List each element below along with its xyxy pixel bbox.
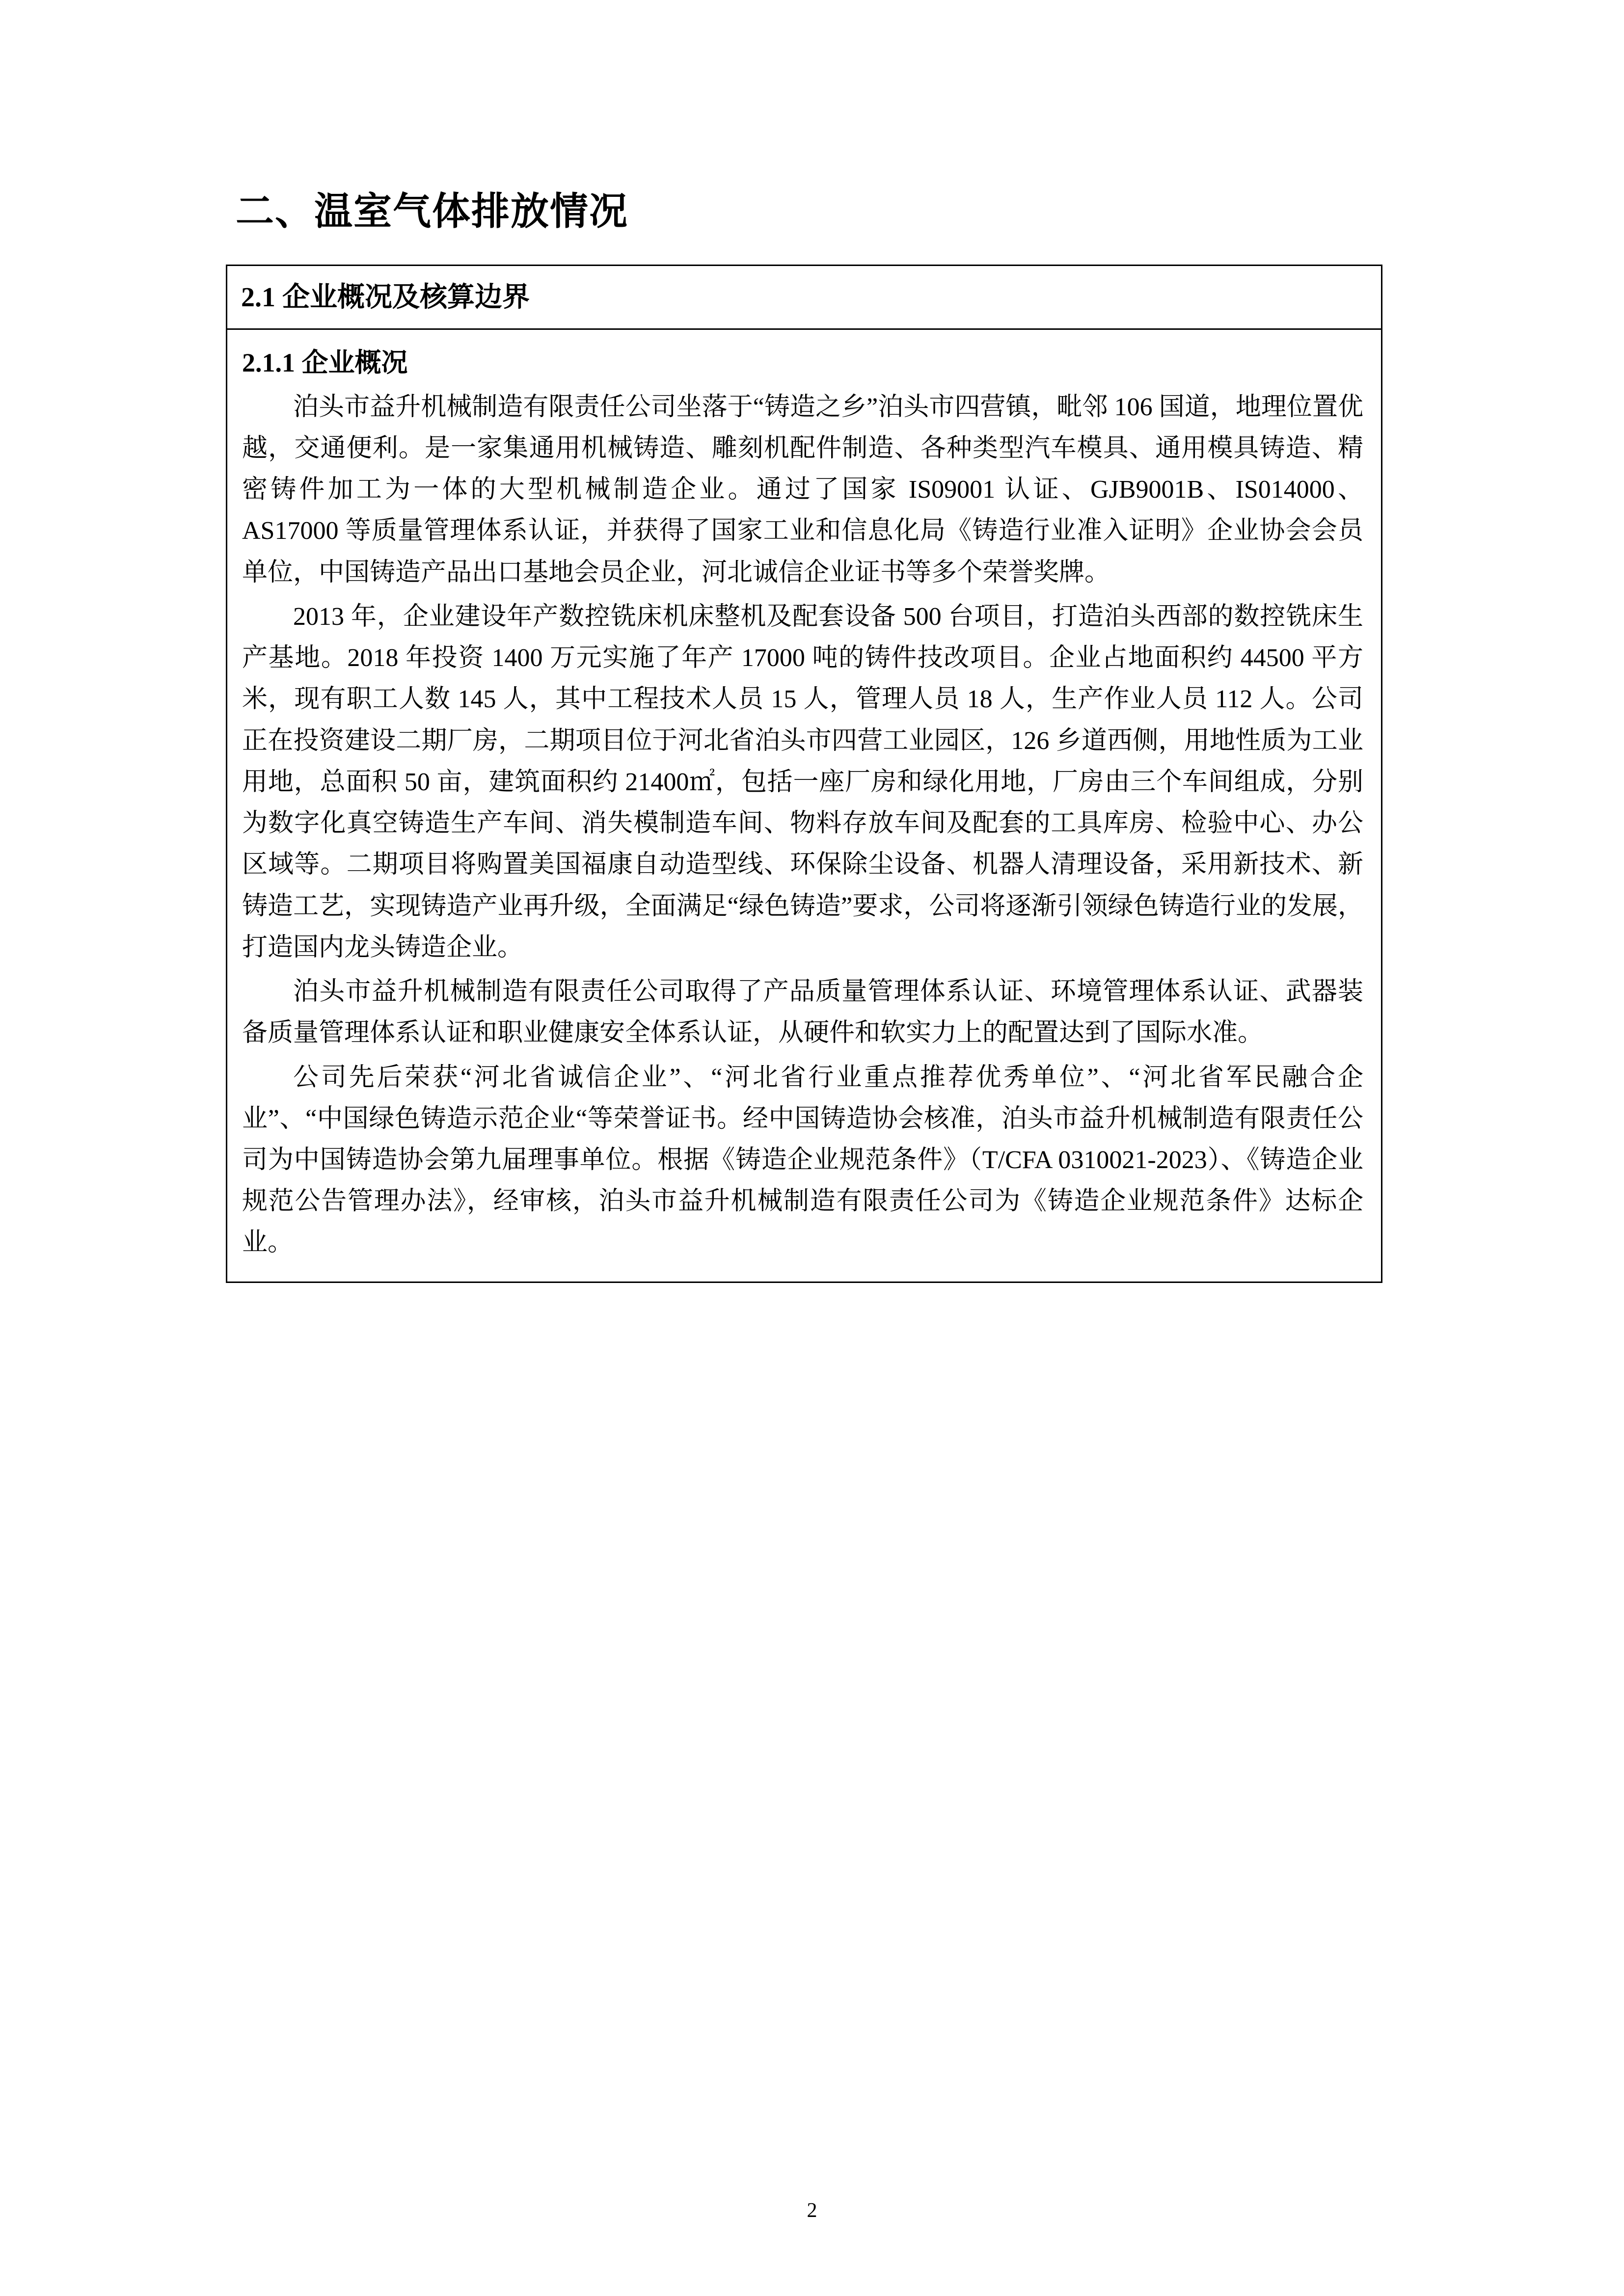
- section-box: [226, 265, 1382, 1282]
- chapter-title: 二、温室气体排放情况: [236, 190, 629, 233]
- page-number: 2: [807, 2199, 817, 2222]
- paragraph-project-history: 2013 年，企业建设年产数控铣床机床整机及配套设备 500 台项目，打造泊头西部的数控铣床生产基地。2018 年投资 1400 万元实施了年产 17000 吨的铸件技改项目。企业占地面积约 44500 平方米，现有职工人数 145 人，其中工程技术人员 15 人，管理人员 18 人，生产作业人员 112 人。公司正在投资建设二期厂房，二期项目位于河北省泊头市四营工业园区，126 乡道西侧，用地性质为工业用地，总面积 50 亩，建筑面积约 21400㎡，包括一座厂房和绿化用地，厂房由三个车间组成，分别为数字化真空铸造生产车间、消失模制造车间、物料存放车间及配套的工具库房、检验中心、办公区域等。二期项目将购置美国福康自动造型线、环保除尘设备、机器人清理设备，采用新技术、新铸造工艺，实现铸造产业再升级，全面满足“绿色铸造”要求，公司将逐渐引领绿色铸造行业的发展，打造国内龙头铸造企业。: [242, 602, 1363, 961]
- section-heading: 2.1 企业概况及核算边界: [227, 266, 1381, 330]
- paragraph-company-overview: 泊头市益升机械制造有限责任公司坐落于“铸造之乡”泊头市四营镇，毗邻 106 国道，地理位置优越，交通便利。是一家集通用机械铸造、雕刻机配件制造、各种类型汽车模具、通用模具铸造、精密铸件加工为一体的大型机械制造企业。通过了国家 IS09001 认证、GJB9001B、IS014000、AS17000 等质量管理体系认证，并获得了国家工业和信息化局《铸造行业准入证明》企业协会会员单位，中国铸造产品出口基地会员企业，河北诚信企业证书等多个荣誉奖牌。: [242, 393, 1363, 587]
- paragraph-honors: 公司先后荣获“河北省诚信企业”、“河北省行业重点推荐优秀单位”、“河北省军民融合企业”、“中国绿色铸造示范企业“等荣誉证书。经中国铸造协会核准，泊头市益升机械制造有限责任公司为中国铸造协会第九届理事单位。根据《铸造企业规范条件》（T/CFA 0310021-2023）、《铸造企业规范公告管理办法》，经审核，泊头市益升机械制造有限责任公司为《铸造企业规范条件》达标企业。: [242, 1063, 1363, 1257]
- section-body: [227, 330, 1381, 1281]
- subsection-heading: 2.1.1 企业概况: [242, 348, 408, 378]
- paragraph-certifications: 泊头市益升机械制造有限责任公司取得了产品质量管理体系认证、环境管理体系认证、武器装备质量管理体系认证和职业健康安全体系认证，从硬件和软实力上的配置达到了国际水准。: [242, 978, 1363, 1047]
